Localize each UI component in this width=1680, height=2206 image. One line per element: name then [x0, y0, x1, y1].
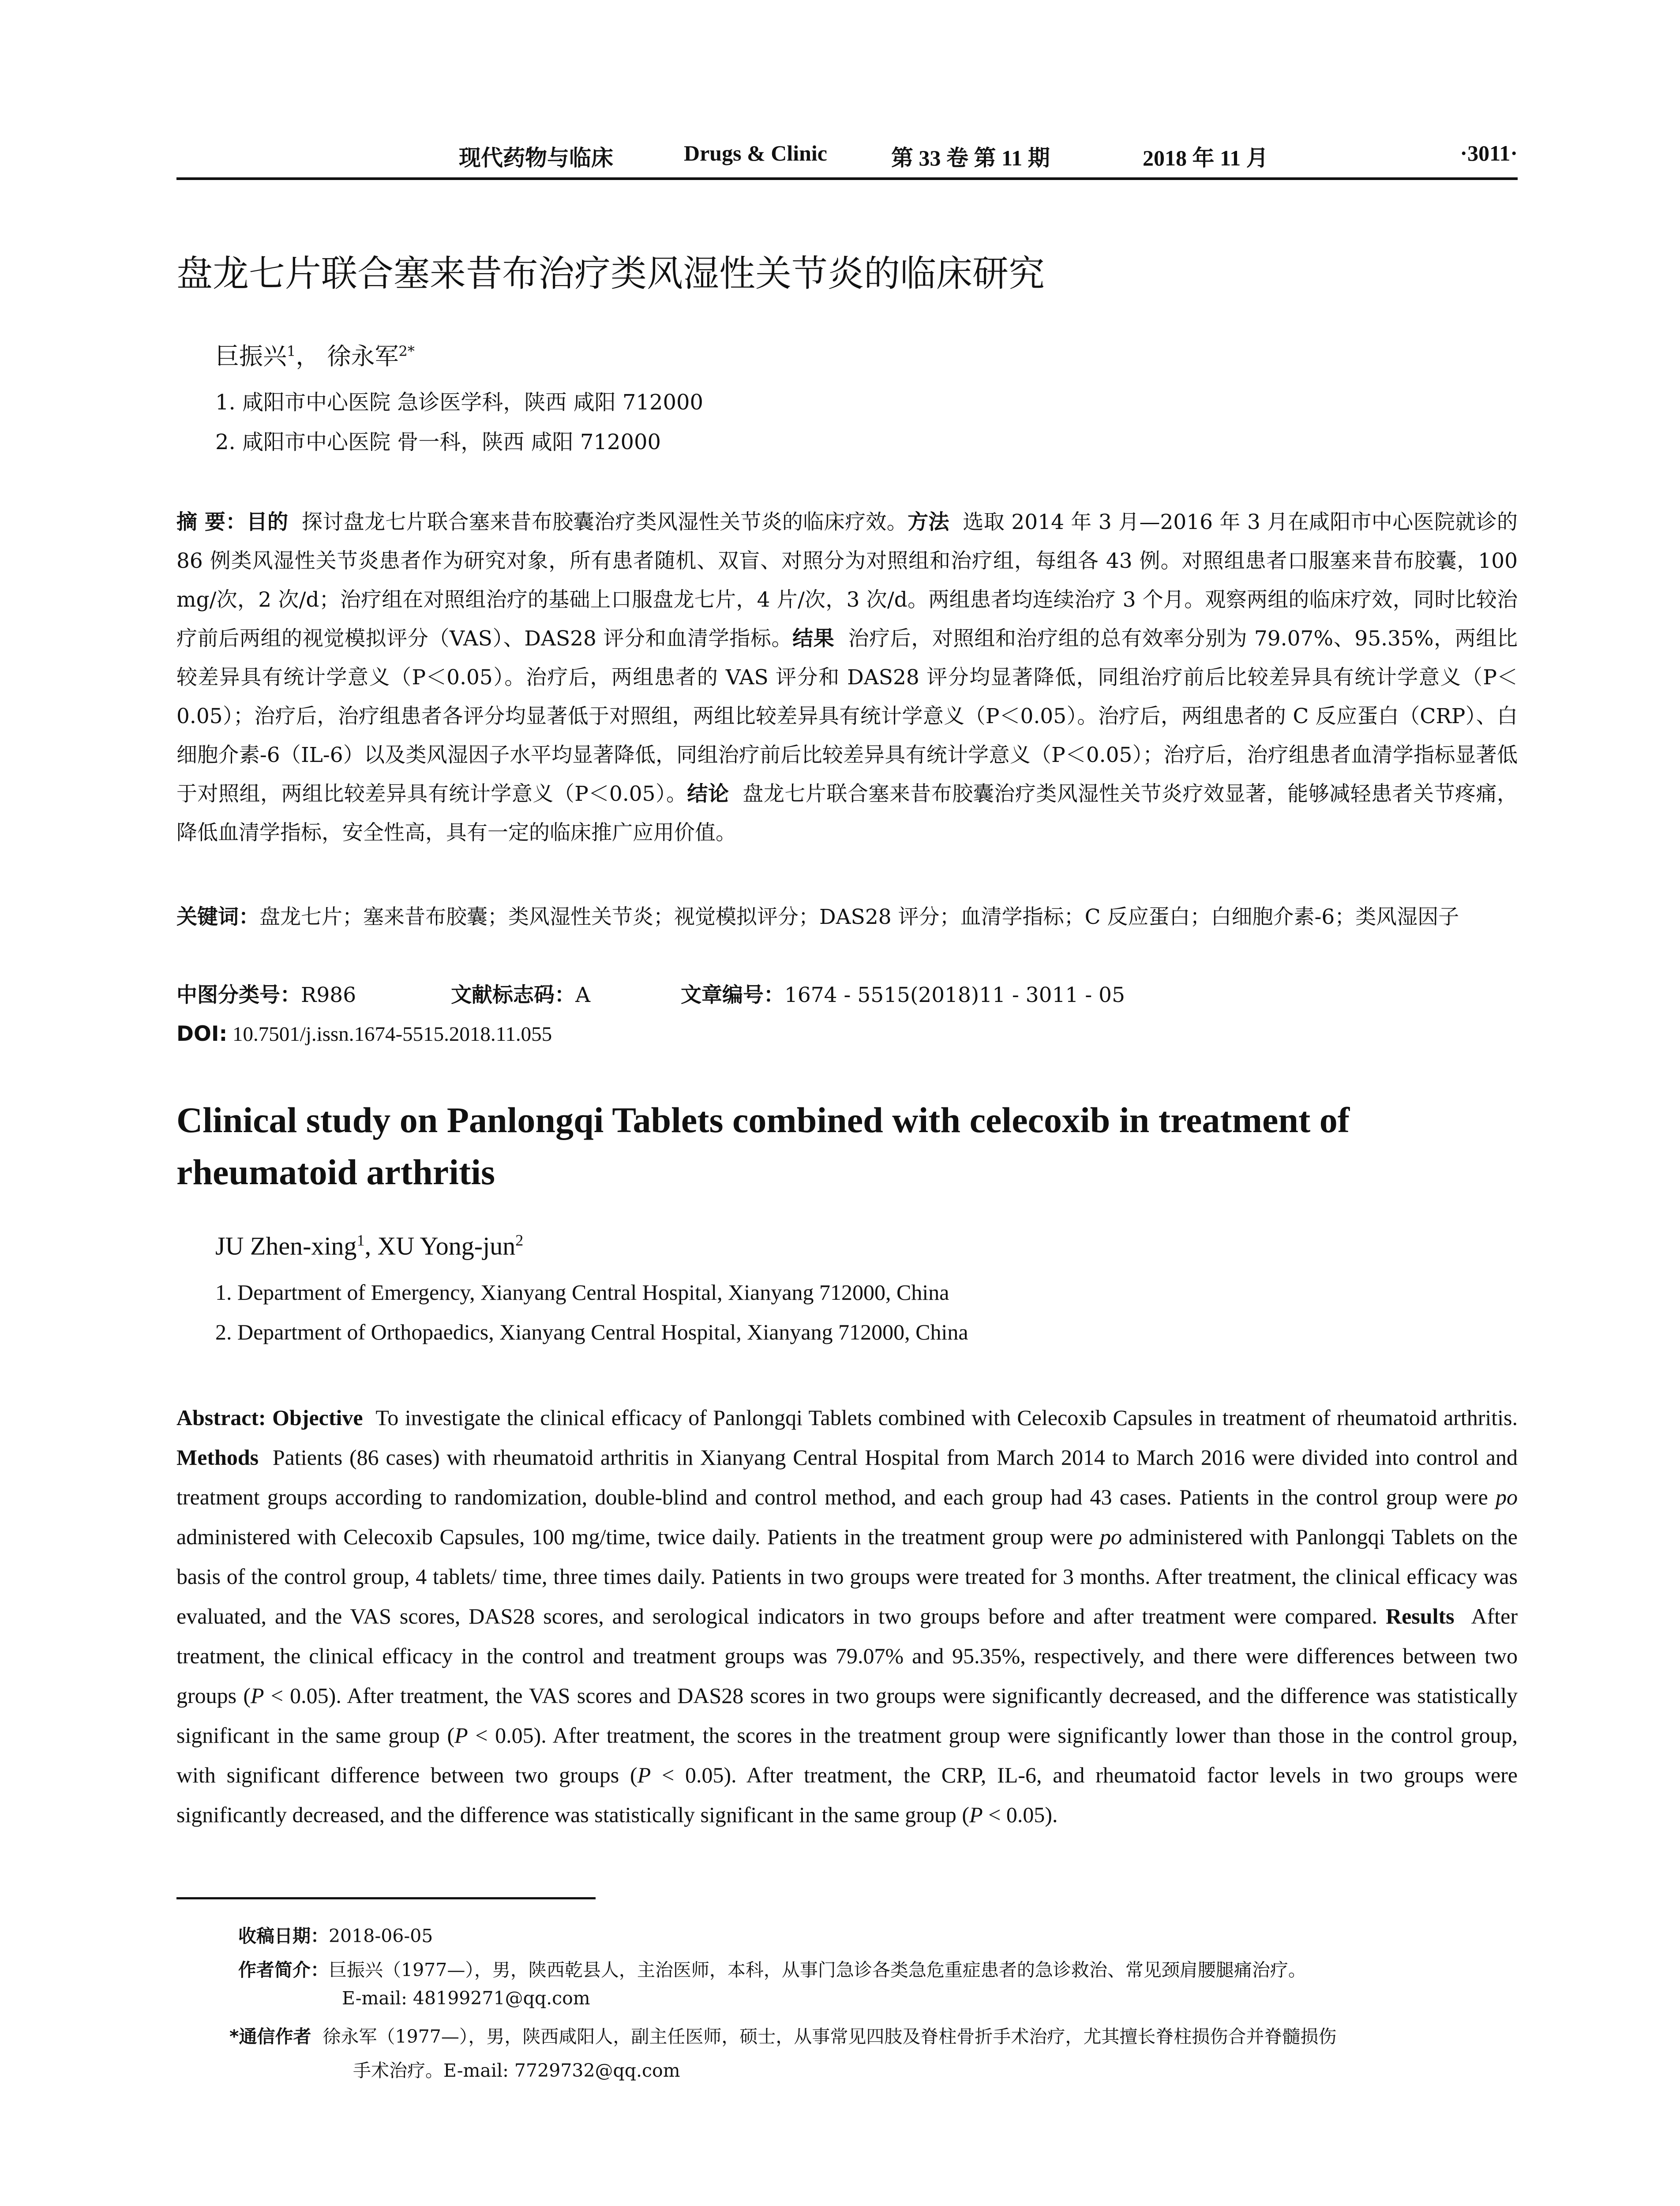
- en-author-1-sup: 1: [356, 1231, 365, 1249]
- en-affiliation-1: 1. Department of Emergency, Xianyang Central Hospital, Xianyang 712000, China: [215, 1280, 949, 1305]
- en-results-5: < 0.05).: [982, 1802, 1058, 1827]
- en-results-2: < 0.05). After treatment, the VAS scores and DAS28 scores in two groups were significantly decreased, and the difference was statistically significant in the same group (: [176, 1683, 1518, 1748]
- author-bio: 巨振兴（1977—），男，陕西乾县人，主治医师，本科，从事门急诊各类急危重症患者的急诊救治、常见颈肩腰腿痛治疗。: [329, 1959, 1306, 1981]
- clc-value: R986: [301, 983, 356, 1007]
- en-po-2: po: [1099, 1524, 1122, 1549]
- cn-title: 盘龙七片联合塞来昔布治疗类风湿性关节炎的临床研究: [176, 253, 1045, 295]
- author-bio-label: 作者简介：: [238, 1959, 329, 1981]
- en-objective-label: Objective: [272, 1405, 363, 1430]
- cn-authors: 巨振兴$^1$， 徐永军$^{2*}$: [215, 342, 415, 370]
- en-p-4: P: [969, 1802, 983, 1827]
- doc-code-value: A: [575, 983, 591, 1007]
- cn-results: 治疗后，对照组和治疗组的总有效率分别为 79.07%、95.35%，两组比较差异具有统计学意义（P＜0.05）。治疗后，两组患者的 VAS 评分和 DAS28 评分均显著降低，同组治疗前后比较差异具有统计学意义（P＜0.05）；治疗后，治疗组患者各评分均显著低于对照组，两组比较差异具有统计学意义（P＜0.05）。治疗后，两组患者的 C 反应蛋白（CRP）、白细胞介素-6（IL-6）以及类风湿因子水平均显著降低，同组治疗前后比较差异具有统计学意义（P＜0.05）；治疗后，治疗组患者血清学指标显著低于对照组，两组比较差异具有统计学意义（P＜0.05）。: [176, 627, 1518, 806]
- cn-affiliation-1: 1. 咸阳市中心医院 急诊医学科，陕西 咸阳 712000: [215, 390, 704, 415]
- cn-results-label: 结果: [792, 627, 835, 651]
- en-author-2: XU Yong-jun: [377, 1231, 516, 1261]
- received-date: 2018-06-05: [329, 1925, 433, 1947]
- cn-classification: [176, 976, 1518, 1015]
- doi-value: 10.7501/j.issn.1674-5515.2018.11.055: [232, 1023, 552, 1046]
- cn-keywords-label: 关键词：: [176, 905, 259, 929]
- page-number: ·3011·: [1460, 141, 1518, 165]
- cn-methods: 选取 2014 年 3 月—2016 年 3 月在咸阳市中心医院就诊的 86 例类风湿性关节炎患者作为研究对象，所有患者随机、双盲、对照分为对照组和治疗组，每组各 43 例。对照组患者口服塞来昔布胶囊，100 mg/次，2 次/d；治疗组在对照组治疗的基础上口服盘龙七片，4 片/次，3 次/d。两组患者均连续治疗 3 个月。观察两组的临床疗效，同时比较治疗前后两组的视觉模拟评分（VAS）、DAS28 评分和血清学指标。: [176, 510, 1518, 651]
- cn-keywords-text: 盘龙七片；塞来昔布胶囊；类风湿性关节炎；视觉模拟评分；DAS28 评分；血清学指标；C 反应蛋白；白细胞介素-6；类风湿因子: [259, 905, 1459, 929]
- en-abstract: [176, 1398, 1518, 1835]
- received-label: 收稿日期：: [238, 1925, 329, 1947]
- en-methods-2: administered with Celecoxib Capsules, 100 mg/time, twice daily. Patients in the treatment group were: [176, 1524, 1093, 1549]
- cn-author-2: 徐永军: [327, 342, 399, 370]
- corr-bio: 徐永军（1977—），男，陕西咸阳人，副主任医师，硕士，从事常见四肢及脊柱骨折手术治疗，尤其擅长脊柱损伤合并脊髓损伤: [322, 2026, 1337, 2047]
- en-po-1: po: [1496, 1485, 1518, 1509]
- doi-label: DOI:: [176, 1022, 228, 1046]
- en-results-3: < 0.05). After treatment, the scores in the treatment group were significantly lower than those in the control group, with significant difference between two groups (: [176, 1723, 1518, 1787]
- en-objective: To investigate the clinical efficacy of Panlongqi Tablets combined with Celecoxib Capsules in treatment of rheumatoid arthritis.: [375, 1405, 1518, 1430]
- en-results-1: After treatment, the clinical efficacy in the control and treatment groups was 79.07% and 95.35%, respectively, and there were differences between two groups (: [176, 1604, 1518, 1708]
- en-affiliation-2: 2. Department of Orthopaedics, Xianyang Central Hospital, Xianyang 712000, China: [215, 1320, 968, 1344]
- en-methods-label: Methods: [176, 1445, 259, 1470]
- en-p-2: P: [454, 1723, 468, 1748]
- clc-label: 中图分类号：: [176, 983, 301, 1007]
- cn-affiliation-2: 2. 咸阳市中心医院 骨一科，陕西 咸阳 712000: [215, 430, 661, 454]
- issue-date: 2018 年 11 月: [1143, 146, 1268, 170]
- cn-conclusion: 盘龙七片联合塞来昔布胶囊治疗类风湿性关节炎疗效显著，能够减轻患者关节疼痛，降低血清学指标，安全性高，具有一定的临床推广应用价值。: [176, 782, 1518, 845]
- doc-code-label: 文献标志码：: [451, 983, 576, 1007]
- en-methods-3: administered with Panlongqi Tablets on the basis of the control group, 4 tablets/ time, three times daily. Patients in two groups were treated for 3 months. After treatment, the clinical efficacy was evaluated, and the VAS scores, DAS28 scores, and serological indicators in two groups before and after treatment were compared.: [176, 1524, 1518, 1628]
- volume-issue: 第 33 卷 第 11 期: [891, 146, 1050, 170]
- en-authors: JU Zhen-xing$^1$, XU Yong-jun$^2$: [215, 1231, 524, 1261]
- footnote-author: [238, 1955, 1306, 1981]
- cn-objective: 探讨盘龙七片联合塞来昔布胶囊治疗类风湿性关节炎的临床疗效。: [302, 510, 908, 534]
- en-p-1: P: [250, 1683, 264, 1708]
- en-methods-1: Patients (86 cases) with rheumatoid arthritis in Xianyang Central Hospital from March 2014 to March 2016 were divided into control and treatment groups according to randomization, double-blind and control method, and each group had 43 cases. Patients in the control group were: [176, 1445, 1518, 1509]
- corr-bio-continued: 手术治疗。E-mail: 7729732@qq.com: [353, 2060, 680, 2081]
- footnote-received: [238, 1921, 433, 1947]
- en-author-1: JU Zhen-xing: [215, 1231, 357, 1261]
- journal-name-en: Drugs & Clinic: [684, 141, 827, 165]
- cn-abstract-label: 摘 要：: [176, 510, 247, 534]
- footnote-corresponding: [229, 2022, 1336, 2048]
- corr-label: *通信作者: [229, 2026, 311, 2047]
- cn-keywords: [176, 898, 1518, 937]
- en-abstract-label: Abstract:: [176, 1405, 266, 1430]
- cn-author-2-sup: 2*: [398, 343, 415, 360]
- cn-conclusion-label: 结论: [687, 782, 729, 806]
- cn-abstract: [176, 503, 1518, 852]
- doi-line: [176, 1015, 1518, 1054]
- journal-name-cn: 现代药物与临床: [459, 145, 613, 171]
- header-rule: [176, 177, 1518, 180]
- running-head: [176, 140, 1518, 176]
- en-title: Clinical study on Panlongqi Tablets combined with celecoxib in treatment of rheumatoid arthritis: [176, 1100, 1350, 1192]
- cn-author-1: 巨振兴: [215, 342, 287, 370]
- en-results-label: Results: [1386, 1604, 1455, 1628]
- article-no-value: 1674 - 5515(2018)11 - 3011 - 05: [784, 983, 1125, 1007]
- cn-objective-label: 目的: [246, 510, 289, 534]
- author-email: E-mail: 48199271@qq.com: [342, 1988, 590, 2009]
- en-author-2-sup: 2: [515, 1231, 524, 1249]
- en-p-3: P: [637, 1763, 651, 1787]
- cn-author-1-sup: 1: [287, 343, 296, 360]
- en-results-4: < 0.05). After treatment, the CRP, IL-6, and rheumatoid factor levels in two groups were significantly decreased, and the difference was statistically significant in the same group (: [176, 1763, 1518, 1827]
- article-no-label: 文章编号：: [680, 983, 784, 1007]
- footnote-rule: [176, 1897, 596, 1899]
- cn-methods-label: 方法: [908, 510, 949, 534]
